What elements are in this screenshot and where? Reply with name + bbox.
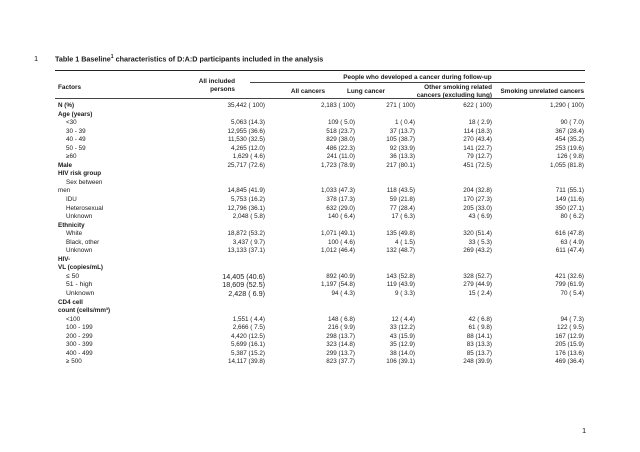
cell-col-3: 141 (22.7) — [463, 144, 492, 152]
table-row — [55, 247, 585, 256]
cell-col-3: 205 (33.0) — [463, 204, 492, 212]
cell-col-3: 83 (13.3) — [466, 341, 492, 349]
row-label: count (cells/mm³) — [58, 307, 111, 315]
table-row — [55, 196, 585, 205]
cell-col-4: 90 ( 7.0) — [560, 119, 584, 127]
cell-col-2: 33 (12.2) — [389, 324, 415, 332]
cell-col-2: 106 (39.1) — [386, 358, 415, 366]
cell-col-0: 2,428 ( 6.9) — [228, 289, 265, 299]
table-row — [55, 119, 585, 128]
row-label: ≥ 500 — [66, 358, 82, 366]
cell-col-2: 92 (33.9) — [389, 144, 415, 152]
cell-col-3: 248 (39.9) — [463, 358, 492, 366]
cell-col-4: 469 (36.4) — [555, 358, 584, 366]
table-row — [55, 299, 585, 308]
cell-col-0: 35,442 ( 100) — [227, 102, 265, 109]
cell-col-1: 299 (13.7) — [326, 349, 355, 357]
cell-col-4: 167 (12.9) — [555, 332, 584, 340]
cell-col-0: 5,699 (16.1) — [231, 341, 265, 349]
cell-col-2: 77 (28.4) — [389, 204, 415, 212]
header-all-included — [150, 78, 235, 94]
table-row — [55, 333, 585, 342]
cell-col-0: 14,845 (41.9) — [227, 187, 265, 195]
cell-col-1: 632 (29.0) — [326, 204, 355, 212]
cell-col-0: 11,530 (32.5) — [228, 136, 265, 144]
cell-col-3: 269 (43.2) — [463, 247, 492, 255]
table-row — [55, 153, 585, 162]
row-label: men — [58, 187, 71, 195]
cell-col-4: 616 (47.8) — [555, 230, 584, 238]
cell-col-1: 241 (11.0) — [326, 153, 355, 161]
header-lung-cancer: Lung cancer — [347, 88, 385, 95]
table-row — [55, 324, 585, 333]
table-row — [55, 307, 585, 316]
cell-col-4: 63 ( 4.9) — [560, 238, 584, 246]
header-all-included-line2: persons — [210, 86, 235, 93]
table-row — [55, 264, 585, 273]
row-label: <30 — [66, 119, 77, 127]
cell-col-0: 5,063 (14.3) — [231, 119, 265, 127]
cell-col-1: 216 ( 9.9) — [328, 324, 355, 332]
table-row — [55, 145, 585, 154]
cell-col-2: 4 ( 1.5) — [395, 238, 415, 246]
cell-col-1: 94 ( 4.3) — [331, 290, 355, 298]
cell-col-3: 451 (72.5) — [463, 161, 492, 169]
table-row — [55, 273, 585, 282]
table-row — [55, 350, 585, 359]
cell-col-2: 9 ( 3.3) — [395, 290, 415, 298]
caption-title: Table 1 Baseline — [55, 54, 111, 64]
cell-col-2: 59 (21.8) — [389, 196, 415, 204]
cell-col-4: 611 (47.4) — [555, 247, 584, 255]
cell-col-0: 14,117 (39.8) — [228, 358, 265, 366]
cell-col-1: 109 ( 5.0) — [328, 119, 355, 127]
cell-col-2: 271 ( 100) — [386, 102, 415, 109]
cell-col-3: 15 ( 2.4) — [468, 290, 492, 298]
cell-col-3: 328 (52.7) — [463, 272, 492, 280]
cell-col-0: 5,387 (15.2) — [231, 349, 265, 357]
cell-col-1: 1,012 (46.4) — [321, 247, 355, 255]
row-label: 40 - 49 — [66, 136, 86, 144]
cell-col-3: 114 (18.3) — [463, 127, 492, 135]
cell-col-3: 18 ( 2.9) — [468, 119, 492, 127]
cell-col-1: 892 (40.9) — [326, 272, 355, 280]
cell-col-2: 17 ( 6.3) — [391, 213, 415, 221]
cell-col-0: 14,405 (40.6) — [222, 271, 265, 281]
table-row — [55, 170, 585, 179]
cell-col-2: 217 (80.1) — [386, 161, 415, 169]
cell-col-0: 5,753 (16.2) — [231, 196, 265, 204]
cell-col-3: 622 ( 100) — [463, 102, 492, 109]
row-label: Unknown — [66, 213, 93, 221]
header-all-cancers: All cancers — [290, 88, 325, 95]
cell-col-4: 799 (61.9) — [555, 281, 584, 289]
row-label: ≥60 — [66, 153, 77, 161]
cell-col-4: 367 (28.4) — [555, 127, 584, 135]
row-label: 300 - 399 — [66, 341, 93, 349]
cell-col-1: 140 ( 6.4) — [328, 213, 355, 221]
row-label: HIV- — [58, 255, 71, 263]
cell-col-1: 323 (14.8) — [326, 341, 355, 349]
row-label: 100 - 199 — [66, 324, 93, 332]
cell-col-1: 1,033 (47.3) — [321, 187, 355, 195]
header-rule — [55, 98, 585, 99]
line-number: 1 — [34, 54, 39, 63]
cell-col-1: 1,197 (54.8) — [321, 281, 355, 289]
row-label: Ethnicity — [58, 221, 85, 229]
page-number: 1 — [582, 426, 587, 435]
cell-col-4: 350 (27.1) — [555, 204, 584, 212]
row-label: White — [66, 230, 83, 238]
row-label: Sex between — [66, 178, 103, 186]
row-label: ≤ 50 — [66, 272, 80, 280]
row-label: CD4 cell — [58, 298, 83, 306]
cell-col-2: 35 (12.9) — [389, 341, 415, 349]
cell-col-1: 829 (38.0) — [326, 136, 355, 144]
cell-col-4: 421 (32.6) — [555, 272, 584, 280]
cell-col-2: 43 (15.9) — [389, 332, 415, 340]
cell-col-0: 18,872 (53.2) — [227, 230, 265, 238]
table-row — [55, 256, 585, 265]
row-label: Unknown — [66, 290, 95, 298]
cell-col-3: 270 (43.4) — [463, 136, 492, 144]
row-label: Heterosexual — [66, 204, 104, 212]
cell-col-1: 486 (22.3) — [326, 144, 355, 152]
cell-col-0: 4,265 (12.0) — [231, 144, 265, 152]
header-group: People who developed a cancer during follow-up — [343, 74, 492, 81]
header-smoking-unrelated: Smoking unrelated cancers — [500, 88, 584, 95]
table-row — [55, 341, 585, 350]
cell-col-4: 126 ( 9.8) — [557, 153, 584, 161]
cell-col-4: 205 (15.9) — [555, 341, 584, 349]
cell-col-4: 711 (55.1) — [555, 187, 584, 195]
table-row — [55, 290, 585, 299]
table-row — [55, 358, 585, 367]
cell-col-0: 12,955 (36.6) — [227, 127, 265, 135]
table-row — [55, 162, 585, 171]
table-row — [55, 102, 585, 111]
table-row — [55, 128, 585, 137]
table-row — [55, 222, 585, 231]
row-label: 400 - 499 — [66, 349, 93, 357]
cell-col-2: 118 (43.5) — [386, 187, 415, 195]
header-all-included-line1: All included — [198, 78, 235, 85]
table-row — [55, 187, 585, 196]
cell-col-1: 823 (37.7) — [326, 358, 355, 366]
cell-col-0: 12,796 (36.1) — [227, 204, 265, 212]
cell-col-1: 1,071 (49.1) — [321, 230, 355, 238]
cell-col-3: 42 ( 6.8) — [468, 315, 492, 323]
row-label: Unknown — [66, 247, 93, 255]
header-other-smoking-line2: cancers (excluding lung) — [416, 92, 492, 99]
group-rule — [250, 82, 585, 83]
cell-col-4: 1,055 (81.8) — [550, 161, 584, 169]
cell-col-0: 1,629 ( 4.6) — [232, 153, 265, 161]
cell-col-2: 132 (48.7) — [386, 247, 415, 255]
table-row — [55, 179, 585, 188]
cell-col-3: 320 (51.4) — [463, 230, 492, 238]
table-row — [55, 136, 585, 145]
header-other-smoking-line1: Other smoking related — [424, 84, 492, 91]
row-label: Age (years) — [58, 110, 93, 118]
cell-col-2: 12 ( 4.4) — [391, 315, 415, 323]
cell-col-2: 119 (43.9) — [386, 281, 415, 289]
cell-col-0: 18,609 (52.5) — [222, 280, 265, 290]
cell-col-0: 1,551 ( 4.4) — [232, 315, 265, 323]
cell-col-4: 454 (35.2) — [555, 136, 584, 144]
top-rule — [55, 70, 585, 71]
cell-col-1: 518 (23.7) — [326, 127, 355, 135]
cell-col-1: 298 (13.7) — [326, 332, 355, 340]
table-body — [55, 102, 585, 367]
cell-col-3: 61 ( 9.8) — [468, 324, 492, 332]
cell-col-1: 148 ( 6.8) — [328, 315, 355, 323]
cell-col-0: 25,717 (72.6) — [227, 161, 265, 169]
cell-col-1: 100 ( 4.6) — [328, 238, 355, 246]
cell-col-1: 2,183 ( 100) — [321, 102, 355, 109]
caption-rest: characteristics of D:A:D participants included in the analysis — [113, 54, 324, 64]
cell-col-2: 1 ( 0.4) — [395, 119, 415, 127]
row-label: 51 - high — [66, 281, 93, 289]
cell-col-1: 378 (17.3) — [326, 196, 355, 204]
row-label: Black, other — [66, 238, 100, 246]
cell-col-4: 94 ( 7.3) — [560, 315, 584, 323]
table-row — [55, 239, 585, 248]
row-label: 50 - 59 — [66, 144, 86, 152]
cell-col-4: 176 (13.6) — [555, 349, 584, 357]
table-row — [55, 281, 585, 290]
cell-col-2: 37 (13.7) — [389, 127, 415, 135]
cell-col-4: 122 ( 9.5) — [557, 324, 584, 332]
row-label: Male — [58, 161, 72, 169]
cell-col-0: 2,048 ( 5.8) — [232, 213, 265, 221]
cell-col-3: 170 (27.3) — [463, 196, 492, 204]
cell-col-3: 33 ( 5.3) — [468, 238, 492, 246]
table-row — [55, 205, 585, 214]
table-caption — [55, 54, 323, 63]
cell-col-2: 36 (13.3) — [389, 153, 415, 161]
cell-col-4: 149 (11.6) — [555, 196, 584, 204]
cell-col-3: 204 (32.8) — [463, 187, 492, 195]
cell-col-0: 2,666 ( 7.5) — [232, 324, 265, 332]
row-label: IDU — [66, 196, 77, 204]
cell-col-0: 4,420 (12.5) — [231, 332, 265, 340]
cell-col-4: 70 ( 5.4) — [560, 290, 584, 298]
row-label: <100 — [66, 315, 81, 323]
table-row — [55, 316, 585, 325]
cell-col-0: 3,437 ( 9.7) — [232, 238, 265, 246]
caption-superscript: 1 — [110, 54, 114, 60]
cell-col-3: 85 (13.7) — [466, 349, 492, 357]
row-label: HIV risk group — [58, 170, 102, 178]
cell-col-4: 253 (19.6) — [555, 144, 584, 152]
cell-col-3: 43 ( 6.9) — [468, 213, 492, 221]
cell-col-4: 1,290 ( 100) — [550, 102, 584, 109]
cell-col-3: 279 (44.9) — [463, 281, 492, 289]
table-row — [55, 213, 585, 222]
cell-col-2: 38 (14.0) — [389, 349, 415, 357]
cell-col-4: 80 ( 6.2) — [560, 213, 584, 221]
cell-col-1: 1,723 (78.9) — [321, 161, 355, 169]
cell-col-3: 79 (12.7) — [466, 153, 492, 161]
row-label: 200 - 299 — [66, 332, 93, 340]
cell-col-2: 135 (49.8) — [386, 230, 415, 238]
cell-col-2: 105 (38.7) — [386, 136, 415, 144]
cell-col-0: 13,133 (37.1) — [227, 247, 265, 255]
table-row — [55, 230, 585, 239]
header-factors: Factors — [58, 84, 82, 91]
row-label: N (%) — [58, 102, 75, 109]
row-label: VL (copies/mL) — [58, 264, 104, 272]
cell-col-2: 143 (52.8) — [386, 272, 415, 280]
table-row — [55, 111, 585, 120]
cell-col-3: 88 (14.1) — [466, 332, 492, 340]
row-label: 30 - 39 — [66, 127, 86, 135]
